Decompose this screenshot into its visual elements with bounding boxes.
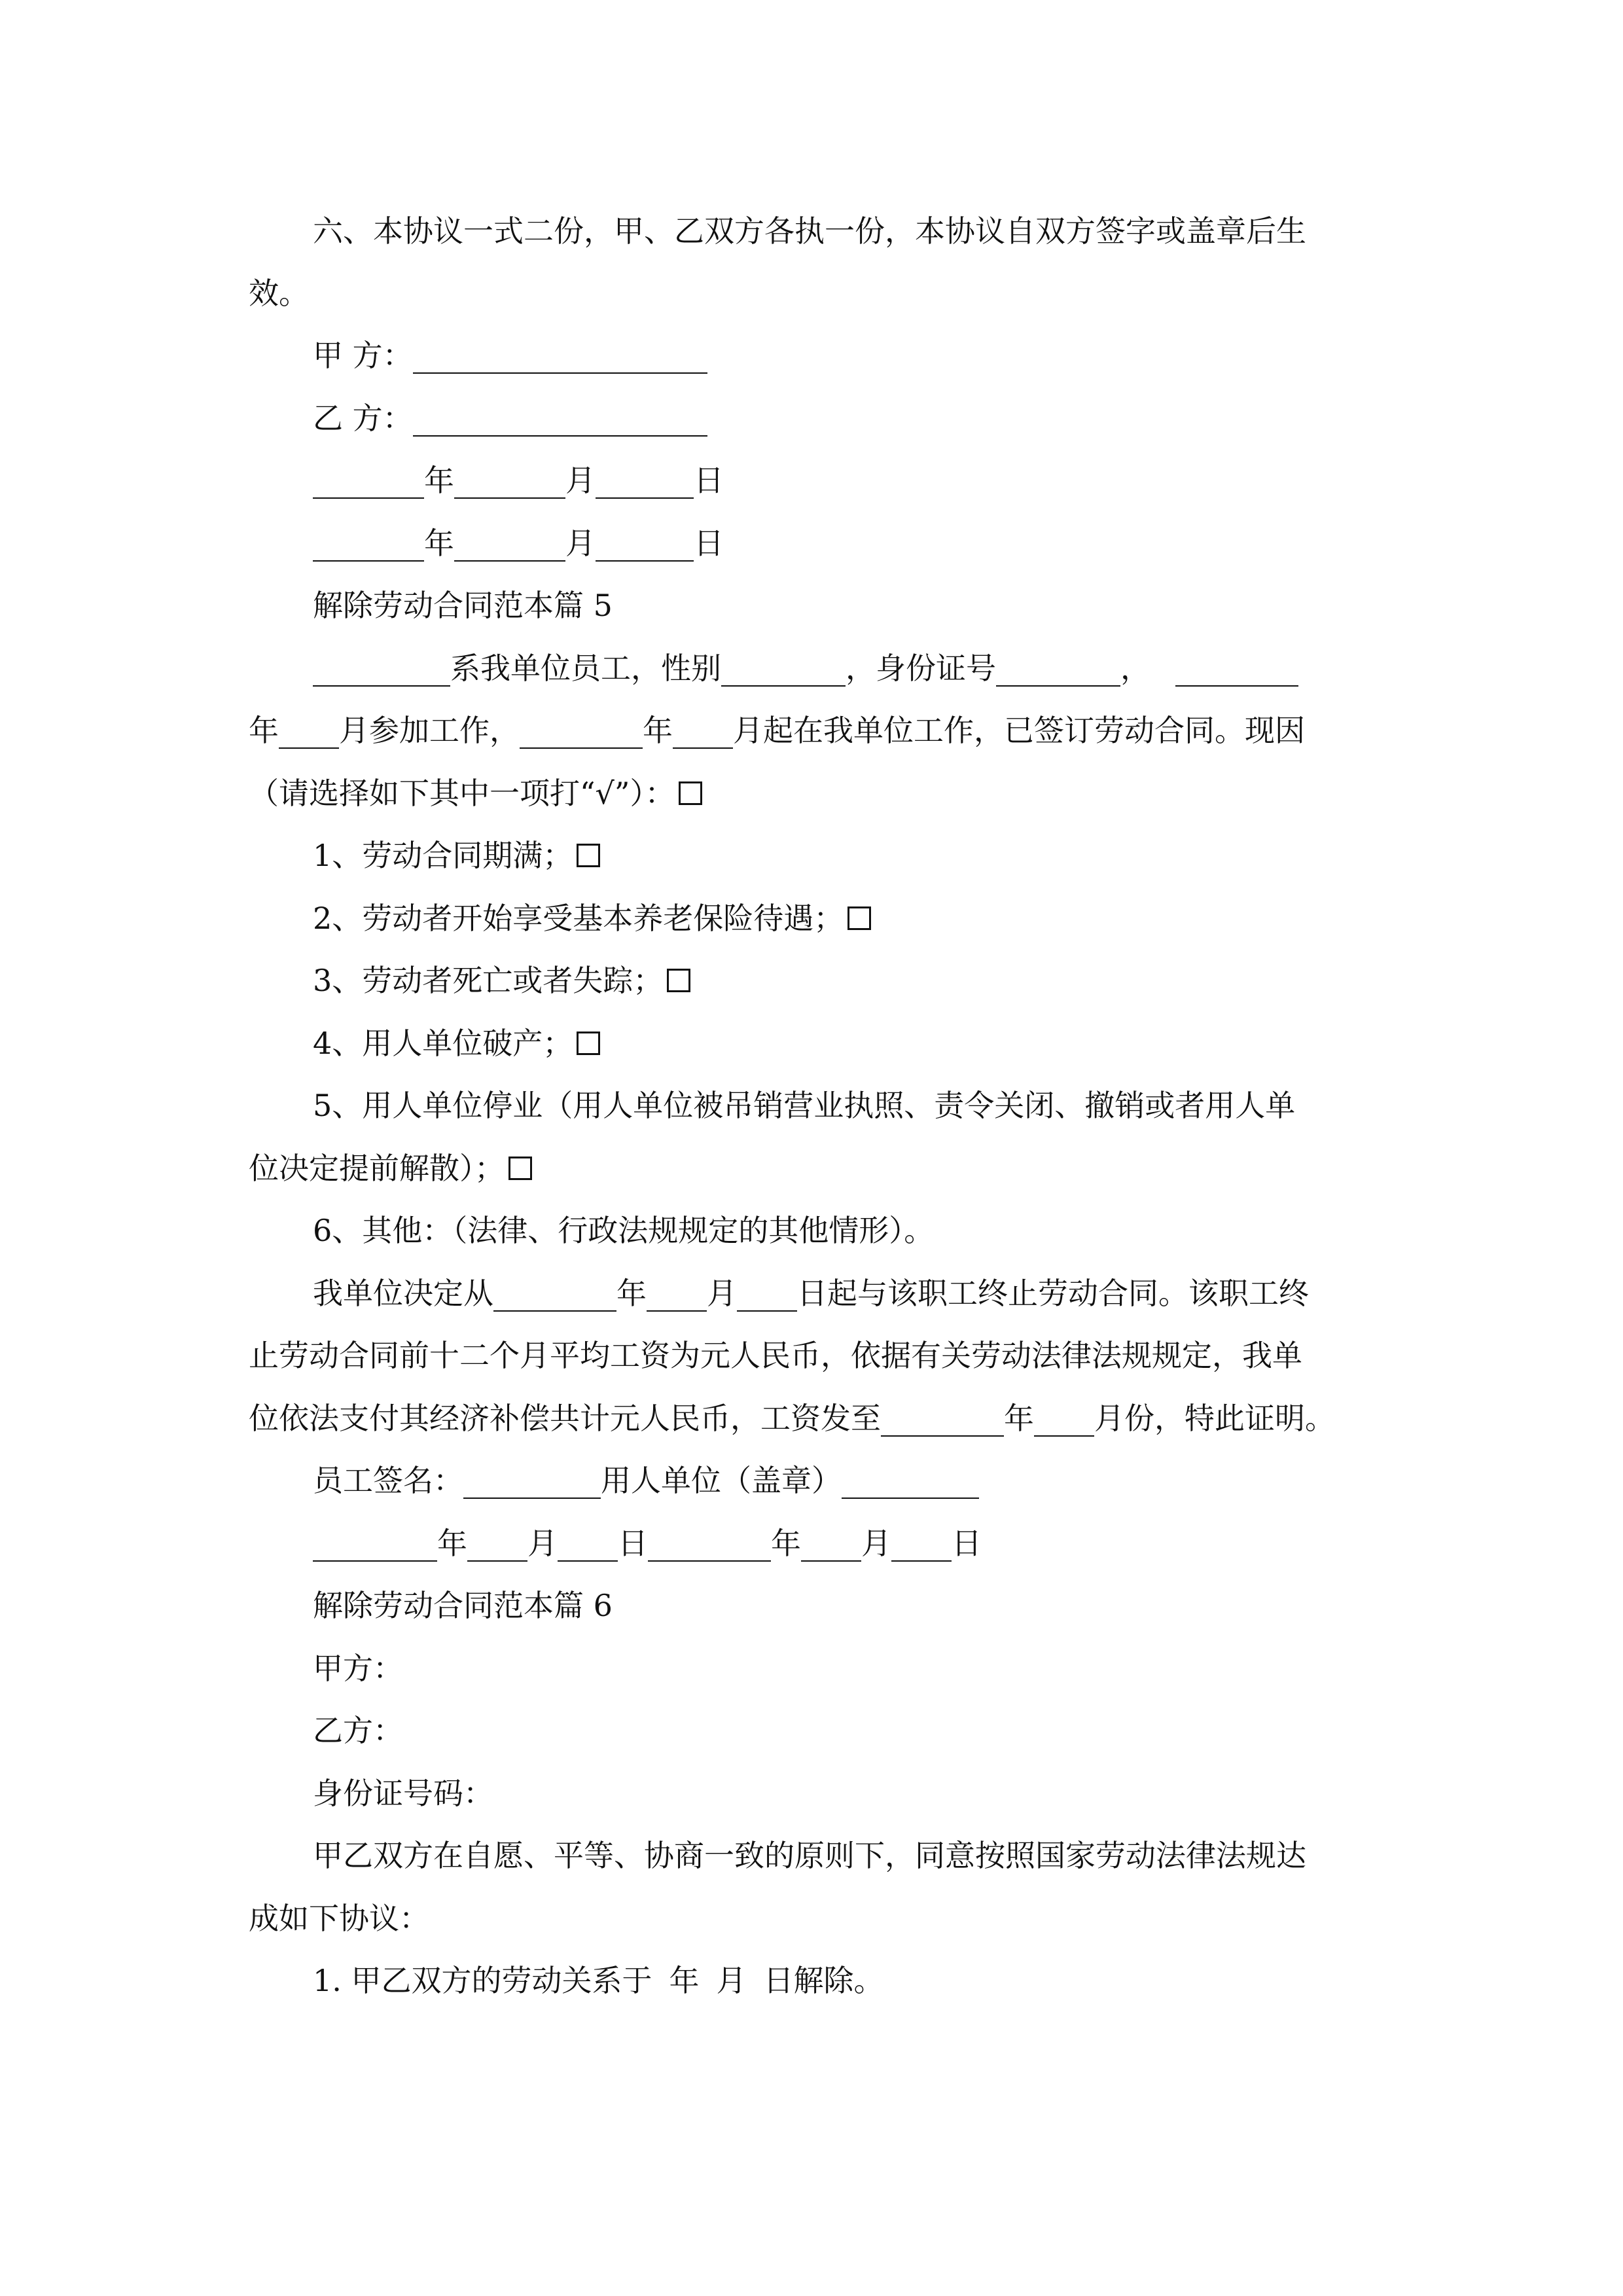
clause-6-line-1 [313, 208, 1381, 254]
section-5-title: 解除劳动合同范本篇 5 [313, 588, 613, 623]
start-year-blank[interactable] [1175, 653, 1298, 687]
option-2-line [313, 895, 1381, 941]
s6-item-1-year: 年 [669, 1963, 700, 1998]
option-5-line-1 [313, 1083, 1381, 1128]
s5-year-4: 年 [1004, 1401, 1034, 1436]
s6-agreement-text-2: 成如下协议： [249, 1901, 429, 1936]
option-5-line-2 [249, 1145, 1381, 1191]
year-label: 年 [437, 1526, 467, 1561]
party-a-signature-line [313, 332, 1381, 378]
month-label: 月 [565, 463, 596, 498]
s6-item-1-month: 月 [716, 1963, 747, 1998]
date-line-1 [313, 457, 1381, 503]
s5-terminate-text: 日起与该职工终止劳动合同。该职工终 [797, 1276, 1309, 1311]
id-number-blank[interactable] [996, 653, 1120, 687]
employee-sign-month-blank[interactable] [467, 1528, 527, 1562]
option-5-text-2: 位决定提前解散）； [249, 1151, 505, 1186]
party-b-signature-line [313, 395, 1381, 441]
s5-text-contract: 月起在我单位工作，已签订劳动合同。现因 [733, 713, 1305, 748]
s5-year-3: 年 [616, 1276, 647, 1311]
party-a-blank[interactable] [413, 340, 707, 374]
year-blank[interactable] [313, 528, 424, 562]
option-1-line [313, 833, 1381, 878]
gender-blank[interactable] [721, 653, 846, 687]
option-1-text: 1、劳动合同期满； [313, 838, 573, 873]
employee-sign-label: 员工签名： [313, 1463, 463, 1498]
option-3-checkbox[interactable] [667, 969, 690, 992]
clause-6-text-1: 六、本协议一式二份，甲、乙双方各执一份，本协议自双方签字或盖章后生 [313, 213, 1306, 249]
termination-month-blank[interactable] [647, 1278, 707, 1312]
s5-text-joined: 月参加工作， [339, 713, 520, 748]
day-label: 日 [952, 1526, 982, 1561]
day-label: 日 [694, 526, 724, 561]
employee-sign-year-blank[interactable] [313, 1528, 437, 1562]
party-a-label: 甲 方： [313, 338, 413, 373]
s5-signature-line [313, 1458, 1381, 1503]
s5-salary-text: 止劳动合同前十二个月平均工资为元人民币，依据有关劳动法律法规规定，我单 [249, 1338, 1302, 1373]
s5-para-2-line-3 [249, 1395, 1381, 1441]
s6-agreement-text-1: 甲乙双方在自愿、平等、协商一致的原则下，同意按照国家劳动法律法规达 [313, 1838, 1306, 1873]
employer-sign-day-blank[interactable] [891, 1528, 952, 1562]
year-label: 年 [424, 463, 454, 498]
s5-para-2-line-1 [313, 1270, 1381, 1316]
employee-sign-blank[interactable] [463, 1465, 601, 1499]
s5-year-2: 年 [643, 713, 673, 748]
month-label: 月 [527, 1526, 558, 1561]
year-label: 年 [771, 1526, 801, 1561]
employer-seal-label: 用人单位（盖章） [601, 1463, 842, 1498]
s5-text-employee: 系我单位员工，性别 [450, 651, 721, 686]
employer-sign-year-blank[interactable] [648, 1528, 771, 1562]
option-2-text: 2、劳动者开始享受基本养老保险待遇； [313, 901, 844, 936]
date-line-2 [313, 520, 1381, 566]
salary-month-blank[interactable] [1034, 1403, 1094, 1437]
clause-6-line-2 [249, 270, 1381, 316]
employee-sign-day-blank[interactable] [558, 1528, 618, 1562]
s5-para-1-line-2 [249, 708, 1381, 753]
s5-para-1-line-1 [313, 645, 1381, 691]
option-3-text: 3、劳动者死亡或者失踪； [313, 963, 664, 998]
start-month-blank[interactable] [279, 715, 339, 749]
employer-seal-blank[interactable] [842, 1465, 979, 1499]
year-blank[interactable] [313, 465, 424, 499]
s6-party-b-line [313, 1708, 1381, 1753]
employee-name-blank[interactable] [313, 653, 450, 687]
day-label: 日 [694, 463, 724, 498]
s5-para-1-line-3 [249, 770, 1381, 816]
section-6-heading [313, 1583, 1381, 1628]
s5-signature-date-line [313, 1520, 1381, 1566]
s5-compensation-text: 位依法支付其经济补偿共计元人民币，工资发至 [249, 1401, 881, 1436]
option-5-text-1: 5、用人单位停业（用人单位被吊销营业执照、责令关闭、撤销或者用人单 [313, 1088, 1296, 1123]
party-b-label: 乙 方： [313, 401, 413, 436]
month-label: 月 [861, 1526, 891, 1561]
party-b-blank[interactable] [413, 403, 707, 437]
option-6-text: 6、其他：（法律、行政法规规定的其他情形）。 [313, 1213, 935, 1248]
day-label: 日 [618, 1526, 648, 1561]
option-4-checkbox[interactable] [577, 1031, 600, 1055]
hire-month-blank[interactable] [673, 715, 733, 749]
s5-decision-text: 我单位决定从 [313, 1276, 493, 1311]
option-6-line [313, 1208, 1381, 1253]
hire-year-blank[interactable] [520, 715, 643, 749]
option-1-checkbox[interactable] [577, 844, 600, 867]
option-2-checkbox[interactable] [847, 906, 871, 930]
s6-para-1-line-1 [313, 1833, 1381, 1878]
s6-item-1-text: 1. 甲乙双方的劳动关系于 [313, 1963, 652, 1998]
s6-party-a-label: 甲方： [313, 1651, 403, 1686]
day-blank[interactable] [596, 465, 694, 499]
s5-para-2-line-2 [249, 1333, 1381, 1378]
month-blank[interactable] [454, 465, 565, 499]
s5-text-choose: （请选择如下其中一项打“√”）： [249, 776, 675, 811]
choice-checkbox[interactable] [679, 781, 702, 805]
s5-certify-text: 月份，特此证明。 [1094, 1401, 1335, 1436]
s5-text-id: ，身份证号 [846, 651, 996, 686]
option-5-checkbox[interactable] [508, 1157, 532, 1180]
s6-party-b-label: 乙方： [313, 1713, 403, 1748]
salary-year-blank[interactable] [881, 1403, 1004, 1437]
s6-item-1-day: 日解除。 [763, 1963, 884, 1998]
s5-year-1: 年 [249, 713, 279, 748]
termination-day-blank[interactable] [737, 1278, 797, 1312]
s5-text-comma: ， [1120, 651, 1150, 686]
s6-id-line [313, 1770, 1381, 1816]
termination-year-blank[interactable] [493, 1278, 616, 1312]
month-label: 月 [565, 526, 596, 561]
option-4-text: 4、用人单位破产； [313, 1026, 573, 1061]
s5-month-3: 月 [707, 1276, 737, 1311]
year-label: 年 [424, 526, 454, 561]
s6-para-1-line-2 [249, 1895, 1381, 1941]
option-3-line [313, 958, 1381, 1003]
day-blank[interactable] [596, 528, 694, 562]
employer-sign-month-blank[interactable] [801, 1528, 861, 1562]
s6-party-a-line [313, 1645, 1381, 1691]
month-blank[interactable] [454, 528, 565, 562]
section-5-heading [313, 583, 1381, 628]
s6-item-1-line [313, 1958, 1381, 2003]
s6-id-label: 身份证号码： [313, 1776, 493, 1811]
clause-6-text-2: 效。 [249, 276, 309, 311]
section-6-title: 解除劳动合同范本篇 6 [313, 1588, 613, 1623]
option-4-line [313, 1020, 1381, 1066]
